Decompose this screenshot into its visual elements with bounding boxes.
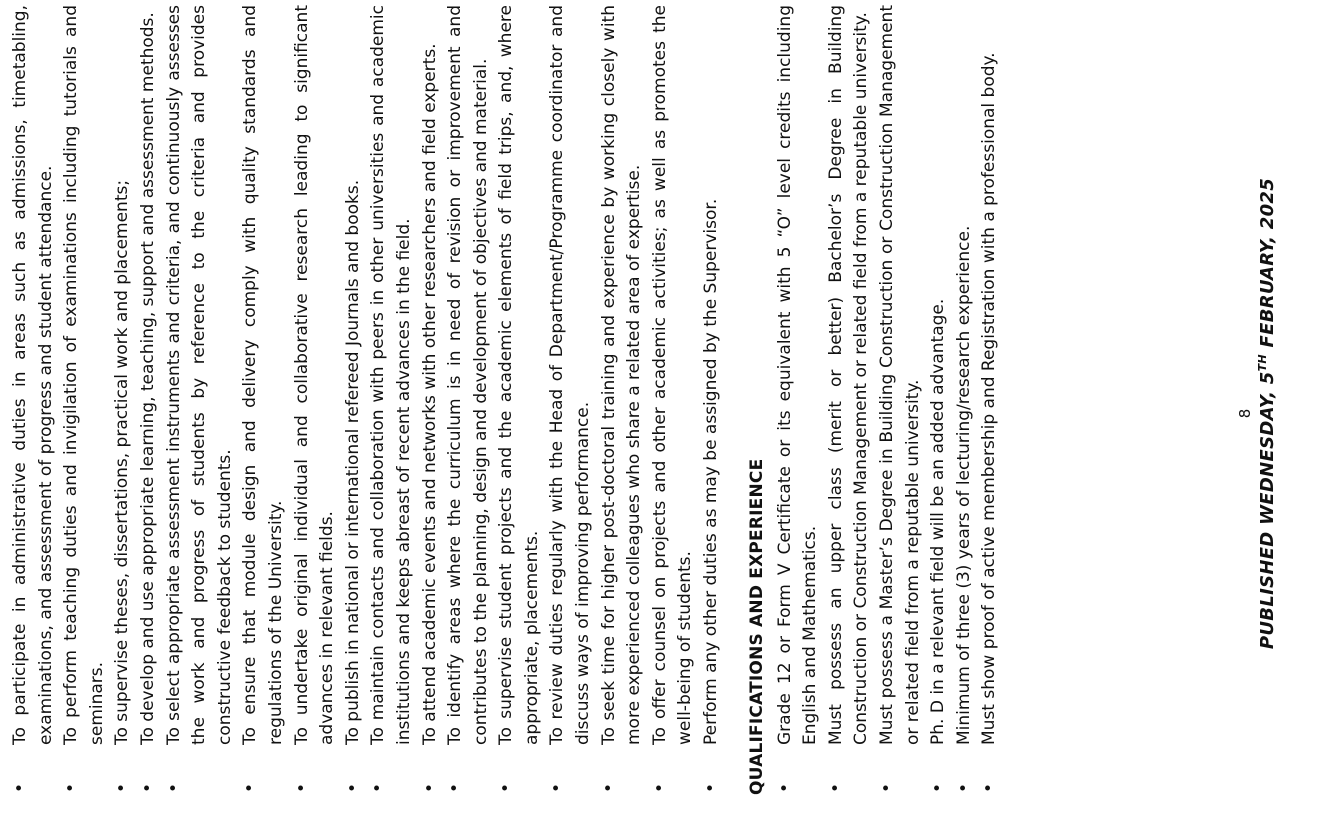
qualification-item: • Must possess a Master’s Degree in Building Construction or Construction Management or related field from a reputable university. xyxy=(875,5,926,797)
page-number: 8 xyxy=(1236,408,1254,419)
qualifications-heading: QUALIFICATIONS AND EXPERIENCE xyxy=(746,458,767,795)
duty-item: • To develop and use appropriate learning, teaching, support and assessment methods. xyxy=(136,5,162,797)
qualification-item: • Must possess an upper class (merit or better) Bachelor’s Degree in Building Construction or Construction Management or related field from a reputable university. xyxy=(824,5,875,797)
qualification-item: • Minimum of three (3) years of lecturing/research experience. xyxy=(952,5,978,797)
duty-item: • To offer counsel on projects and other academic activities; as well as promotes the well-being of students. xyxy=(648,5,699,797)
publication-footer xyxy=(1256,0,1278,827)
duty-item: • To supervise student projects and the academic elements of field trips, and, where appropriate, placements. xyxy=(494,5,545,797)
qualification-item: • Ph. D in a relevant field will be an added advantage. xyxy=(926,5,952,797)
footer-suffix: FEBRUARY, 2025 xyxy=(1257,177,1278,355)
qualification-item: • Grade 12 or Form V Certificate or its equivalent with 5 “O” level credits including English and Mathematics. xyxy=(773,5,824,797)
duty-item: • Perform any other duties as may be assigned by the Supervisor. xyxy=(699,5,725,797)
duty-item: • To select appropriate assessment instruments and criteria, and continuously assesses the work and progress of students by reference to the criteria and provides constructive feedback to students. xyxy=(162,5,239,797)
duty-item: • To undertake original individual and collaborative research leading to significant advances in relevant fields. xyxy=(290,5,341,797)
duty-item: • To perform teaching duties and invigilation of examinations including tutorials and seminars. xyxy=(59,5,110,797)
duty-item: • To maintain contacts and collaboration with peers in other universities and academic institutions and keeps abreast of recent advances in the field. xyxy=(366,5,417,797)
duty-item: • To review duties regularly with the Head of Department/Programme coordinator and discuss ways of improving performance. xyxy=(545,5,596,797)
duty-item: • To ensure that module design and delivery comply with quality standards and regulations of the University. xyxy=(238,5,289,797)
qualification-item: • Must show proof of active membership and Registration with a professional body. xyxy=(977,5,1003,797)
duty-item: • To attend academic events and networks with other researchers and field experts. xyxy=(418,5,444,797)
qualifications-list xyxy=(773,5,1003,797)
footer-superscript: TH xyxy=(1256,354,1269,372)
duties-list xyxy=(8,5,725,797)
footer-prefix: PUBLISHED WEDNESDAY, 5 xyxy=(1257,371,1278,650)
duty-item: • To seek time for higher post-doctoral training and experience by working closely with more experienced colleagues who share a related area of expertise. xyxy=(597,5,648,797)
duty-item: • To participate in administrative duties in areas such as admissions, timetabling, examinations, and assessment of progress and student attendance. xyxy=(8,5,59,797)
document-body xyxy=(8,5,1003,797)
duty-item: • To supervise theses, dissertations, practical work and placements; xyxy=(110,5,136,797)
duty-item: • To publish in national or international refereed Journals and books. xyxy=(341,5,367,797)
duty-item: • To identify areas where the curriculum is in need of revision or improvement and contributes to the planning, design and development of objectives and material. xyxy=(443,5,494,797)
